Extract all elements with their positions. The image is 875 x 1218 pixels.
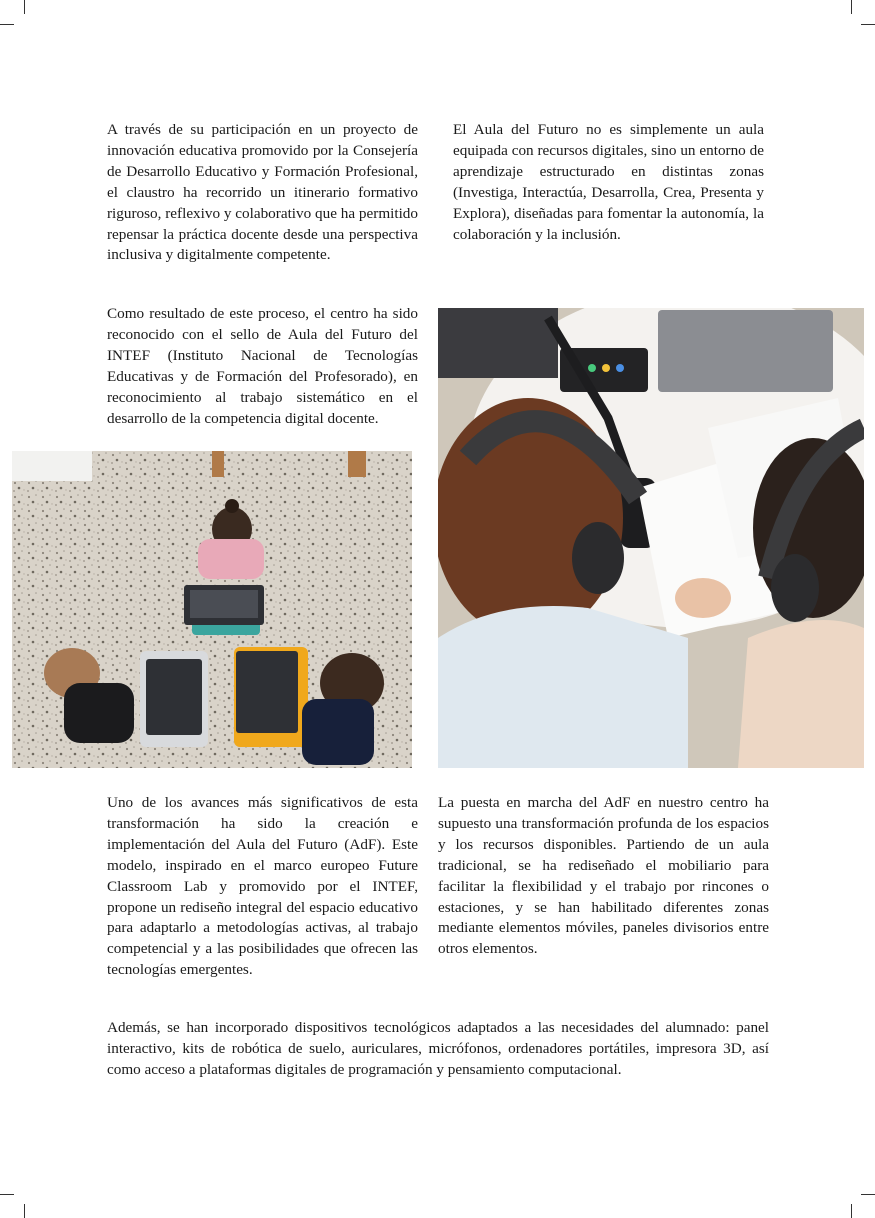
paragraph-aula-del-futuro: El Aula del Futuro no es simplemente un aula equipada con recursos digitales, sino un entorno de aprendizaje estructurado en distintas zonas (Investiga, Interactúa, Desarrolla, Crea, Presenta y Explora), diseñadas para fomentar la autonomía, la colaboración y la inclusión. xyxy=(453,121,764,243)
crop-mark-bottom-left-v xyxy=(24,1204,25,1218)
paragraph-implementation: La puesta en marcha del AdF en nuestro centro ha supuesto una transformación profunda de los espacios y los recursos disponibles. Partiendo de un aula tradicional, se ha rediseñado el mobiliario para facilitar la flexibilidad y el trabajo por rincones o estaciones, y se han habilitado diferentes zonas mediante elementos móviles, paneles divisorios entre otros elementos. xyxy=(438,794,769,958)
crop-mark-bottom-left-h xyxy=(0,1194,14,1195)
crop-mark-top-left-h xyxy=(0,24,14,25)
crop-mark-bottom-right-h xyxy=(861,1194,875,1195)
crop-mark-top-right-h xyxy=(861,24,875,25)
photo-students-laptops xyxy=(12,451,412,768)
photo-students-podcast xyxy=(438,308,864,768)
crop-mark-bottom-right-v xyxy=(851,1204,852,1218)
paragraph-recognition: Como resultado de este proceso, el centro ha sido reconocido con el sello de Aula del Futuro del INTEF (Instituto Nacional de Tecnologías Educativas y de Formación del Profesorado), en reconocimiento al trabajo sistemático en el desarrollo de la competencia digital docente. xyxy=(107,305,418,427)
paragraph-devices: Además, se han incorporado dispositivos tecnológicos adaptados a las necesidades del alumnado: panel interactivo, kits de robótica de suelo, auriculares, micrófonos, ordenadores portátiles, impresora 3D, así como acceso a plataformas digitales de programación y pensamiento computacional. xyxy=(107,1019,769,1078)
crop-mark-top-right-v xyxy=(851,0,852,14)
paragraph-advances: Uno de los avances más significativos de esta transformación ha sido la creación e implementación del Aula del Futuro (AdF). Este modelo, inspirado en el marco europeo Future Classroom Lab y promovido por el INTEF, propone un rediseño integral del espacio educativo para adaptarlo a metodologías activas, al trabajo competencial y a las posibilidades que ofrecen las tecnologías emergentes. xyxy=(107,794,418,979)
paragraph-participation: A través de su participación en un proyecto de innovación educativa promovido por la Consejería de Desarrollo Educativo y Formación Profesional, el claustro ha recorrido un itinerario formativo riguroso, reflexivo y colaborativo que ha permitido repensar la práctica docente desde una perspectiva inclusiva y digitalmente competente. xyxy=(107,121,418,264)
crop-mark-top-left-v xyxy=(24,0,25,14)
